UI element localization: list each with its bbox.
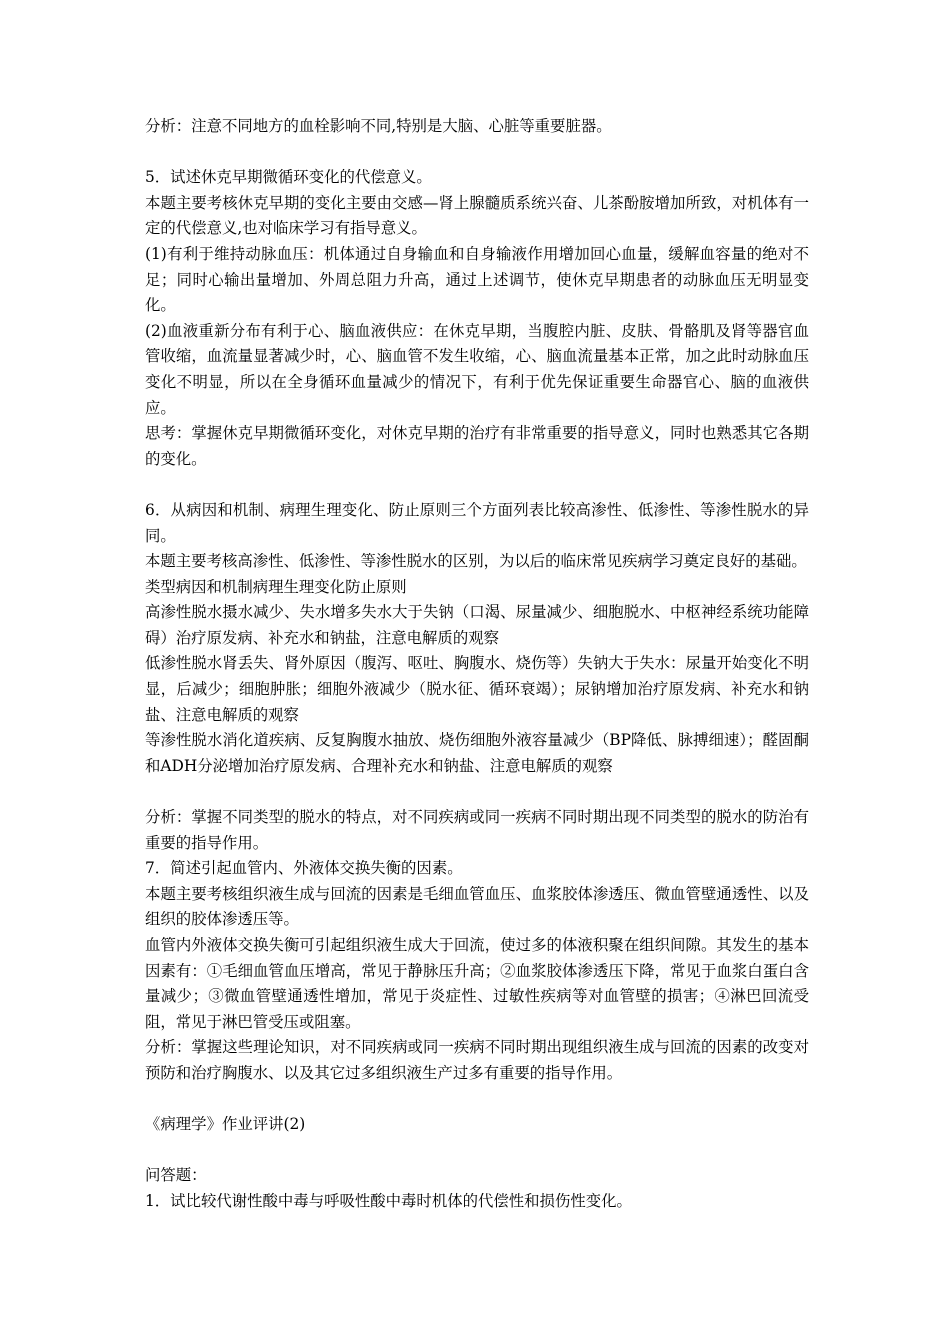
answer-paragraph: 本题主要考核组织液生成与回流的因素是毛细血管血压、血浆胶体渗透压、微血管壁通透性、以及组织的胶体渗透压等。 bbox=[145, 884, 809, 929]
answer-paragraph: (2)血液重新分布有利于心、脑血液供应：在休克早期，当腹腔内脏、皮肤、骨骼肌及肾等器官血管收缩，血流量显著减少时，心、脑血管不发生收缩，心、脑血流量基本正常，加之此时动脉血压变化不明显，所以在全身循环血量减少的情况下，有利于优先保证重要生命器官心、脑的血液供应。 bbox=[145, 321, 809, 417]
blank-line bbox=[145, 140, 809, 166]
blank-line bbox=[145, 1087, 809, 1113]
answer-paragraph: 本题主要考核高渗性、低渗性、等渗性脱水的区别，为以后的临床常见疾病学习奠定良好的基础。 bbox=[145, 552, 807, 571]
analysis-fluid-exchange: 分析：掌握这些理论知识，对不同疾病或同一疾病不同时期出现组织液生成与回流的因素的改变对预防和治疗胸腹水、以及其它过多组织液生产过多有重要的指导作用。 bbox=[145, 1038, 809, 1082]
table-header-line: 类型病因和机制病理生理变化防止原则 bbox=[145, 577, 407, 596]
answer-paragraph: (1)有利于维持动脉血压：机体通过自身输血和自身输液作用增加回心血量，缓解血容量的绝对不足；同时心输出量增加、外周总阻力升高，通过上述调节，使休克早期患者的动脉血压无明显变化。 bbox=[145, 244, 809, 315]
table-row-line: 等渗性脱水消化道疾病、反复胸腹水抽放、烧伤细胞外液容量减少（BP降低、脉搏细速）；醛固酮和ADH分泌增加治疗原发病、合理补充水和钠盐、注意电解质的观察 bbox=[145, 731, 809, 775]
question-5: 5．试述休克早期微循环变化的代偿意义。 bbox=[145, 168, 432, 187]
blank-line bbox=[145, 1138, 809, 1164]
section-subtitle: 问答题： bbox=[145, 1166, 207, 1185]
section-title: 《病理学》作业评讲(2) bbox=[145, 1115, 306, 1134]
document-body bbox=[145, 114, 809, 1215]
answer-paragraph: 血管内外液体交换失衡可引起组织液生成大于回流，使过多的体液积聚在组织间隙。其发生的基本因素有：①毛细血管血压增高，常见于静脉压升高；②血浆胶体渗透压下降，常见于血浆白蛋白含量减少；③微血管壁通透性增加，常见于炎症性、过敏性疾病等对血管壁的损害；④淋巴回流受阻，常见于淋巴管受压或阻塞。 bbox=[145, 936, 809, 1031]
analysis-thrombus: 分析：注意不同地方的血栓影响不同,特别是大脑、心脏等重要脏器。 bbox=[145, 117, 612, 135]
thinking-note: 思考：掌握休克早期微循环变化，对休克早期的治疗有非常重要的指导意义，同时也熟悉其它各期的变化。 bbox=[145, 424, 809, 468]
table-row-line: 低渗性脱水肾丢失、肾外原因（腹泻、呕吐、胸腹水、烧伤等）失钠大于失水：尿量开始变化不明显，后减少；细胞肿胀；细胞外液减少（脱水征、循环衰竭）；尿钠增加治疗原发病、补充水和钠盐、注意电解质的观察 bbox=[145, 654, 809, 724]
table-row-line: 高渗性脱水摄水减少、失水增多失水大于失钠（口渴、尿量减少、细胞脱水、中枢神经系统功能障碍）治疗原发病、补充水和钠盐，注意电解质的观察 bbox=[145, 603, 809, 647]
answer-paragraph: 本题主要考核休克早期的变化主要由交感—肾上腺髓质系统兴奋、儿茶酚胺增加所致，对机体有一定的代偿意义,也对临床学习有指导意义。 bbox=[145, 193, 809, 238]
blank-line bbox=[145, 779, 809, 805]
analysis-dehydration: 分析：掌握不同类型的脱水的特点，对不同疾病或同一疾病不同时期出现不同类型的脱水的防治有重要的指导作用。 bbox=[145, 808, 809, 852]
question-6: 6．从病因和机制、病理生理变化、防止原则三个方面列表比较高渗性、低渗性、等渗性脱水的异同。 bbox=[145, 500, 809, 545]
question-1: 1．试比较代谢性酸中毒与呼吸性酸中毒时机体的代偿性和损伤性变化。 bbox=[145, 1191, 632, 1210]
blank-line bbox=[145, 472, 809, 498]
question-7: 7．简述引起血管内、外液体交换失衡的因素。 bbox=[145, 859, 463, 878]
